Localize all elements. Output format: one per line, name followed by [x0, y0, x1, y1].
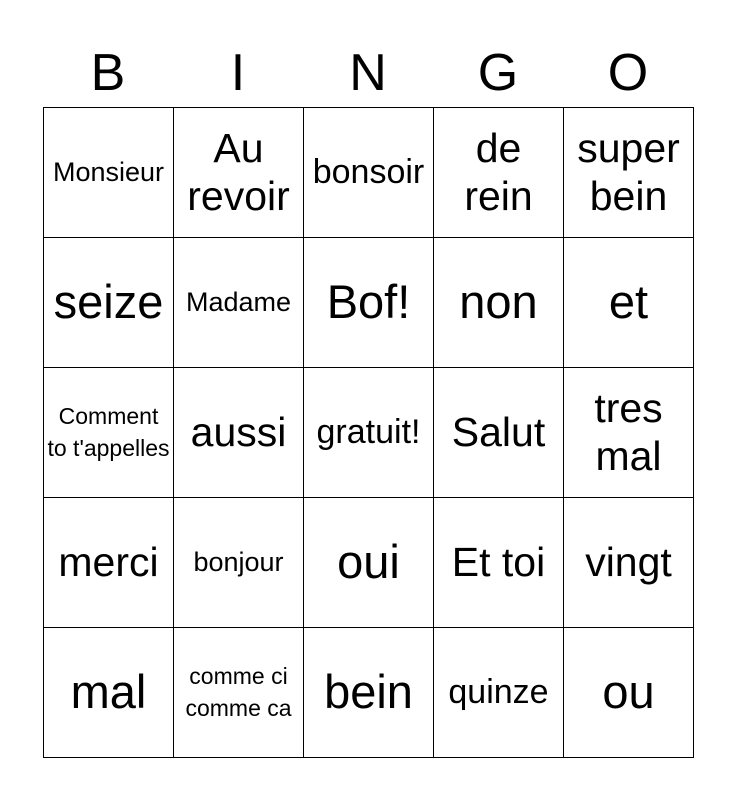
bingo-cell-r3-c3[interactable] [304, 368, 434, 498]
cell-label: Comment to t'appelles [47, 403, 170, 461]
bingo-cell-r2-c5[interactable] [564, 238, 694, 368]
cell-label: Et toi [451, 538, 546, 585]
cell-label: Madame [185, 286, 292, 317]
cell-label: et [608, 275, 649, 329]
cell-label: super bein [577, 125, 680, 219]
cell-label: vingt [585, 538, 672, 585]
bingo-cell-r3-c5[interactable] [564, 368, 694, 498]
bingo-cell-r5-c1[interactable] [44, 628, 174, 758]
cell-label: Monsieur [52, 156, 165, 187]
cell-label: bein [324, 665, 413, 719]
cell-label: bonjour [193, 546, 284, 577]
cell-label: quinze [448, 672, 549, 711]
bingo-cell-r1-c5[interactable] [564, 108, 694, 238]
header-letter-g: G [477, 44, 519, 102]
bingo-cell-r4-c1[interactable] [44, 498, 174, 628]
header-letter-b: B [90, 44, 126, 102]
bingo-cell-r5-c2[interactable] [174, 628, 304, 758]
cell-label: bonsoir [312, 152, 425, 191]
bingo-cell-r5-c4[interactable] [434, 628, 564, 758]
header-letter-o: O [607, 44, 649, 102]
bingo-cell-r4-c2[interactable] [174, 498, 304, 628]
bingo-cell-r1-c3[interactable] [304, 108, 434, 238]
bingo-board [43, 107, 694, 758]
cell-label: mal [70, 665, 147, 719]
cell-label: Au revoir [187, 125, 290, 219]
bingo-header [43, 40, 693, 106]
header-letter-n: N [349, 44, 387, 102]
cell-label: merci [58, 538, 159, 585]
bingo-cell-r2-c4[interactable] [434, 238, 564, 368]
bingo-cell-r3-c2[interactable] [174, 368, 304, 498]
bingo-cell-r1-c4[interactable] [434, 108, 564, 238]
bingo-cell-r3-c4[interactable] [434, 368, 564, 498]
cell-label: ou [602, 665, 655, 719]
bingo-cell-r5-c3[interactable] [304, 628, 434, 758]
cell-label: comme ci comme ca [185, 663, 292, 721]
bingo-cell-r5-c5[interactable] [564, 628, 694, 758]
cell-label: gratuit! [316, 412, 421, 451]
bingo-cell-r1-c1[interactable] [44, 108, 174, 238]
bingo-cell-r4-c5[interactable] [564, 498, 694, 628]
bingo-cell-r3-c1[interactable] [44, 368, 174, 498]
bingo-cell-r4-c3[interactable] [304, 498, 434, 628]
bingo-cell-r1-c2[interactable] [174, 108, 304, 238]
cell-label: seize [53, 275, 164, 329]
bingo-cell-r2-c3[interactable] [304, 238, 434, 368]
header-letter-i: I [230, 44, 246, 102]
cell-label: non [459, 275, 538, 329]
cell-label: tres mal [594, 385, 663, 479]
cell-label: Salut [451, 408, 546, 455]
cell-label: Bof! [326, 275, 411, 329]
bingo-cell-r2-c2[interactable] [174, 238, 304, 368]
bingo-cell-r2-c1[interactable] [44, 238, 174, 368]
bingo-cell-r4-c4[interactable] [434, 498, 564, 628]
cell-label: aussi [190, 408, 287, 455]
cell-label: de rein [464, 125, 533, 219]
cell-label: oui [337, 535, 400, 589]
